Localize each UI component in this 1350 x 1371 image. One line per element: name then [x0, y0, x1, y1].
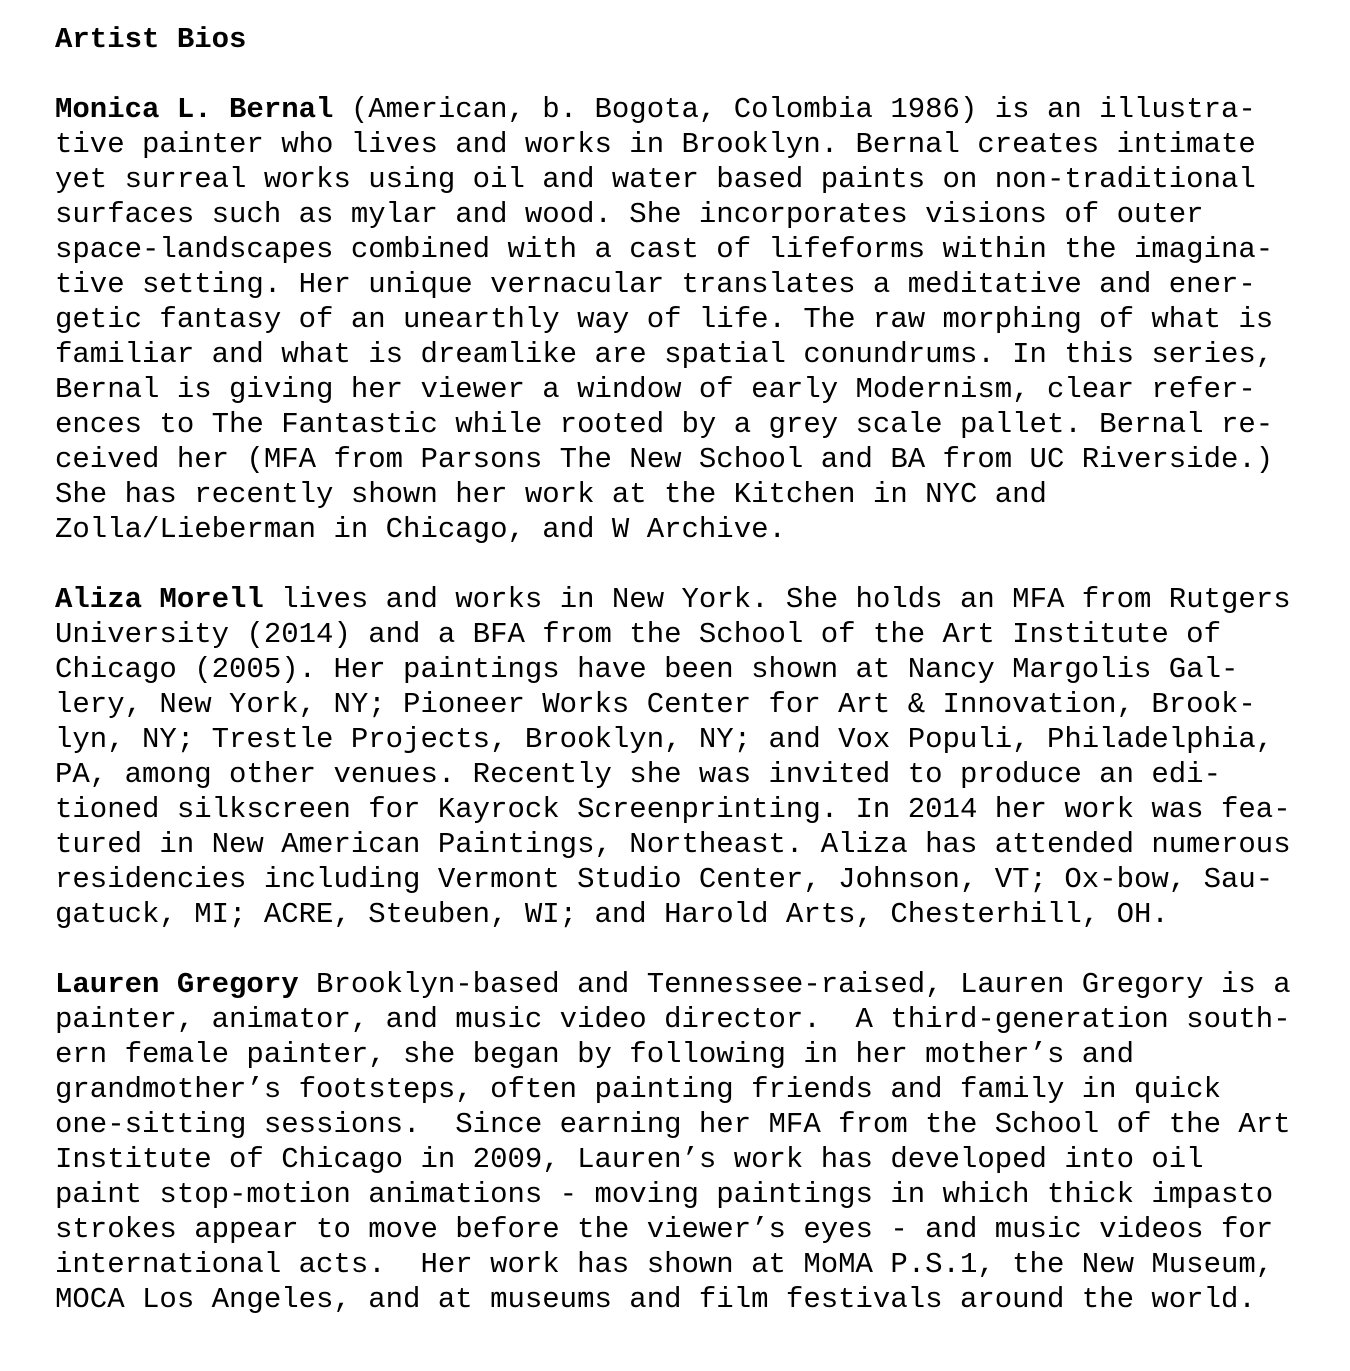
text-line: Institute of Chicago in 2009, Lauren’s work has developed into oil [55, 1143, 1204, 1176]
artist-name: Monica L. Bernal [55, 93, 334, 126]
text-line: tive painter who lives and works in Brooklyn. Bernal creates intimate [55, 128, 1256, 161]
text-line: Lauren Gregory Brooklyn-based and Tennessee-raised, Lauren Gregory is a [55, 968, 1291, 1001]
text-line: international acts. Her work has shown at MoMA P.S.1, the New Museum, [55, 1248, 1274, 1281]
artist-name: Aliza Morell [55, 583, 264, 616]
text-line: lyn, NY; Trestle Projects, Brooklyn, NY; and Vox Populi, Philadelphia, [55, 723, 1274, 756]
bio-paragraph-gregory [55, 967, 1335, 1317]
text-line: tive setting. Her unique vernacular translates a meditative and ener- [55, 268, 1256, 301]
text-line: Bernal is giving her viewer a window of early Modernism, clear refer- [55, 373, 1256, 406]
text-line: PA, among other venues. Recently she was invited to produce an edi- [55, 758, 1221, 791]
text-line: tioned silkscreen for Kayrock Screenprinting. In 2014 her work was fea- [55, 793, 1291, 826]
text-line: lery, New York, NY; Pioneer Works Center for Art & Innovation, Brook- [55, 688, 1256, 721]
page-title: Artist Bios [55, 23, 247, 56]
text-line: surfaces such as mylar and wood. She incorporates visions of outer [55, 198, 1204, 231]
text-line: MOCA Los Angeles, and at museums and film festivals around the world. [55, 1283, 1256, 1316]
text-line: tured in New American Paintings, Northeast. Aliza has attended numerous [55, 828, 1291, 861]
text-line: getic fantasy of an unearthly way of life. The raw morphing of what is [55, 303, 1274, 336]
text-line: Zolla/Lieberman in Chicago, and W Archive. [55, 513, 786, 546]
text-line: familiar and what is dreamlike are spatial conundrums. In this series, [55, 338, 1274, 371]
text-line: residencies including Vermont Studio Center, Johnson, VT; Ox-bow, Sau- [55, 863, 1274, 896]
text-line: strokes appear to move before the viewer’s eyes - and music videos for [55, 1213, 1274, 1246]
bio-paragraph-bernal [55, 92, 1335, 547]
text-line: grandmother’s footsteps, often painting friends and family in quick [55, 1073, 1221, 1106]
text-line: Monica L. Bernal (American, b. Bogota, Colombia 1986) is an illustra- [55, 93, 1256, 126]
text-line: Aliza Morell lives and works in New York. She holds an MFA from Rutgers [55, 583, 1291, 616]
text-line: ern female painter, she began by following in her mother’s and [55, 1038, 1134, 1071]
text-line: gatuck, MI; ACRE, Steuben, WI; and Harold Arts, Chesterhill, OH. [55, 898, 1169, 931]
text-line: yet surreal works using oil and water based paints on non-traditional [55, 163, 1256, 196]
document-body [55, 22, 1335, 1352]
text-line: space-landscapes combined with a cast of lifeforms within the imagina- [55, 233, 1274, 266]
text-line: painter, animator, and music video director. A third-generation south- [55, 1003, 1291, 1036]
text-line: ceived her (MFA from Parsons The New School and BA from UC Riverside.) [55, 443, 1274, 476]
text-line: Chicago (2005). Her paintings have been shown at Nancy Margolis Gal- [55, 653, 1239, 686]
artist-name: Lauren Gregory [55, 968, 299, 1001]
text-line: University (2014) and a BFA from the School of the Art Institute of [55, 618, 1221, 651]
text-line: ences to The Fantastic while rooted by a grey scale pallet. Bernal re- [55, 408, 1274, 441]
text-line: one-sitting sessions. Since earning her MFA from the School of the Art [55, 1108, 1291, 1141]
bio-paragraph-morell [55, 582, 1335, 932]
text-line: paint stop-motion animations - moving paintings in which thick impasto [55, 1178, 1274, 1211]
text-line: She has recently shown her work at the Kitchen in NYC and [55, 478, 1047, 511]
